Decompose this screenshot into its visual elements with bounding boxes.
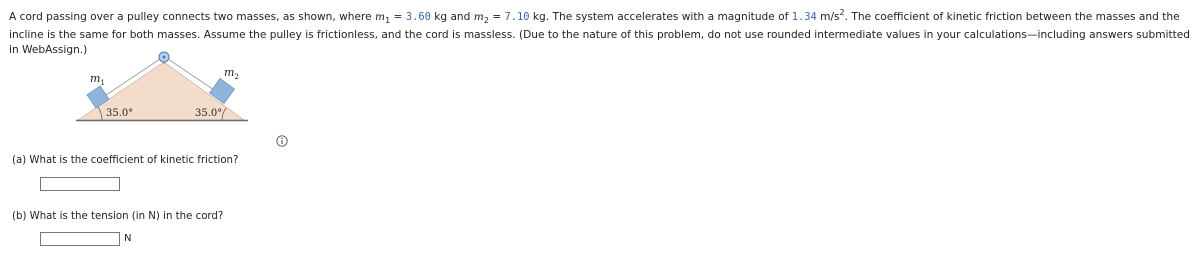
question-b-label: (b) What is the tension (in N) in the cord? (12, 211, 224, 222)
info-icon[interactable] (276, 135, 288, 147)
angle-left-label: 35.0° (106, 108, 134, 119)
m2-label-symbol: m (224, 66, 235, 79)
m2-subscript: 2 (483, 16, 489, 25)
m1-value: 3.60 (405, 11, 431, 23)
m1-unit: kg and (430, 11, 474, 23)
angle-right-label: 35.0° (195, 108, 223, 119)
acceleration-value: 1.34 (791, 11, 817, 23)
m2-label-subscript: 2 (234, 73, 239, 81)
incline-figure (72, 50, 252, 126)
m1-symbol: m (375, 11, 386, 23)
question-a-label: (a) What is the coefficient of kinetic friction? (12, 155, 239, 166)
problem-rest: . The coefficient of kinetic friction between the masses and the incline is the same for both masses. Assume the pulley is frictionless, and the cord is massless. (Due to the nature of this problem, do not use rounded intermediate values in your calculations—including answers submitted in WebAssign.) (9, 11, 1191, 56)
m2-label (224, 66, 239, 81)
acceleration-unit: m/s (816, 11, 840, 23)
m1-label-subscript: 1 (100, 79, 105, 87)
equals-1: = (390, 11, 406, 23)
answer-b-unit: N (124, 233, 132, 244)
problem-intro: A cord passing over a pulley connects two masses, as shown, where (9, 11, 376, 23)
m2-unit: kg. The system accelerates with a magnitude of (529, 11, 792, 23)
acceleration-exponent: 2 (839, 8, 845, 17)
answer-b-input[interactable] (40, 232, 120, 246)
m2-value: 7.10 (504, 11, 530, 23)
m1-label-symbol: m (90, 72, 101, 85)
equals-2: = (488, 11, 505, 23)
incline-diagram (72, 50, 252, 126)
m1-subscript: 1 (385, 16, 391, 25)
answer-a-input[interactable] (40, 177, 120, 191)
pulley-icon (159, 52, 169, 64)
m1-label (90, 72, 105, 87)
m2-symbol: m (473, 11, 484, 23)
